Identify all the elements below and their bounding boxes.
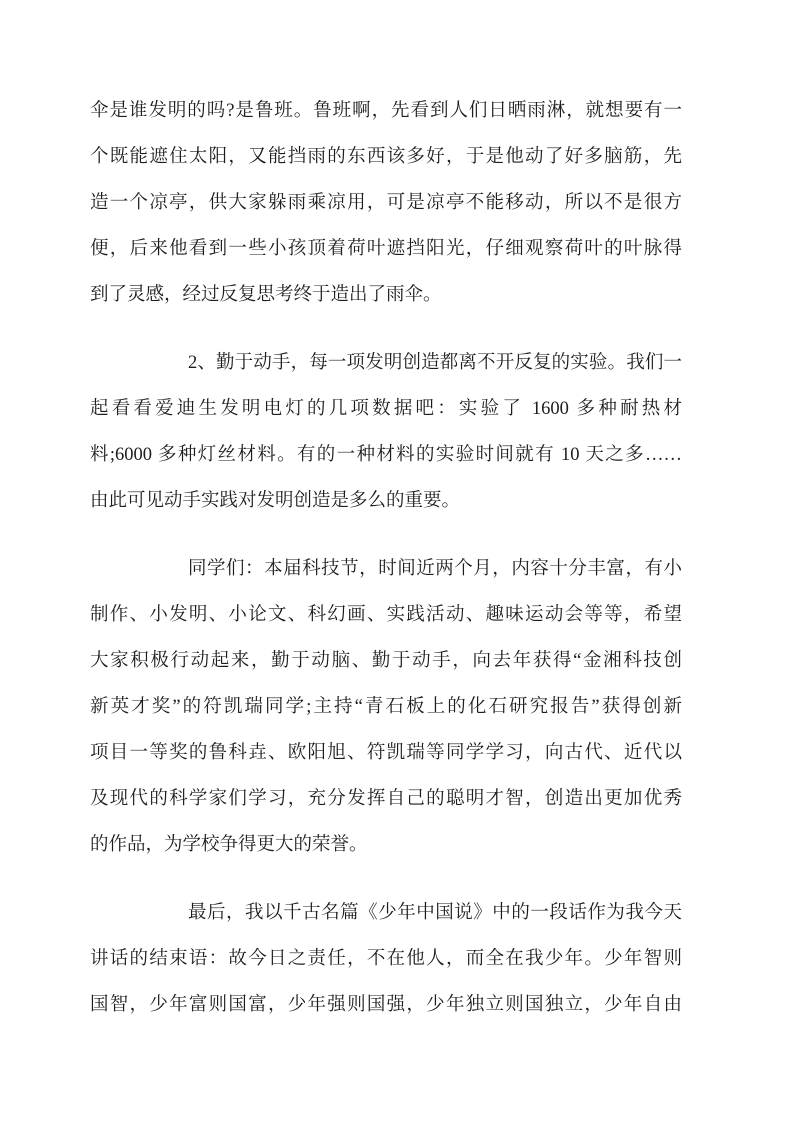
text-line: 国智，少年富则国富，少年强则国强，少年独立则国独立，少年自由 xyxy=(90,995,682,1015)
text-line: 起看看爱迪生发明电灯的几项数据吧：实验了 1600 多种耐热材 xyxy=(90,399,682,419)
text-line: 的作品，为学校争得更大的荣誉。 xyxy=(90,835,368,855)
text-line: 最后，我以千古名篇《少年中国说》中的一段话作为我今天 xyxy=(188,903,682,923)
text-line: 制作、小发明、小论文、科幻画、实践活动、趣味运动会等等，希望 xyxy=(90,605,682,625)
paragraph-hands-on-experiments xyxy=(90,340,682,524)
document-body xyxy=(90,88,682,1050)
paragraph-closing-quote xyxy=(90,890,682,1028)
text-line: 同学们：本届科技节，时间近两个月，内容十分丰富，有小 xyxy=(188,559,682,579)
text-line: 到了灵感，经过反复思考终于造出了雨伞。 xyxy=(90,285,442,305)
text-line: 大家积极行动起来，勤于动脑、勤于动手，向去年获得“金湘科技创 xyxy=(90,651,682,671)
text-line: 及现代的科学家们学习，充分发挥自己的聪明才智，创造出更加优秀 xyxy=(90,789,682,809)
text-line: 便，后来他看到一些小孩顶着荷叶遮挡阳光，仔细观察荷叶的叶脉得 xyxy=(90,239,682,259)
text-line: 个既能遮住太阳，又能挡雨的东西该多好，于是他动了好多脑筋，先 xyxy=(90,147,682,167)
text-line: 伞是谁发明的吗?是鲁班。鲁班啊，先看到人们日晒雨淋，就想要有一 xyxy=(90,101,682,121)
paragraph-umbrella-story xyxy=(90,88,682,318)
paragraph-science-festival xyxy=(90,546,682,868)
text-line: 料;6000 多种灯丝材料。有的一种材料的实验时间就有 10 天之多…… xyxy=(90,445,682,465)
text-line: 由此可见动手实践对发明创造是多么的重要。 xyxy=(90,491,461,511)
text-line: 项目一等奖的鲁科垚、欧阳旭、符凯瑞等同学学习，向古代、近代以 xyxy=(90,743,682,763)
text-line: 造一个凉亭，供大家躲雨乘凉用，可是凉亭不能移动，所以不是很方 xyxy=(90,193,682,213)
text-line: 新英才奖”的符凯瑞同学;主持“青石板上的化石研究报告”获得创新 xyxy=(90,697,682,717)
text-line: 2、勤于动手，每一项发明创造都离不开反复的实验。我们一 xyxy=(188,353,682,373)
text-line: 讲话的结束语：故今日之责任，不在他人，而全在我少年。少年智则 xyxy=(90,949,682,969)
